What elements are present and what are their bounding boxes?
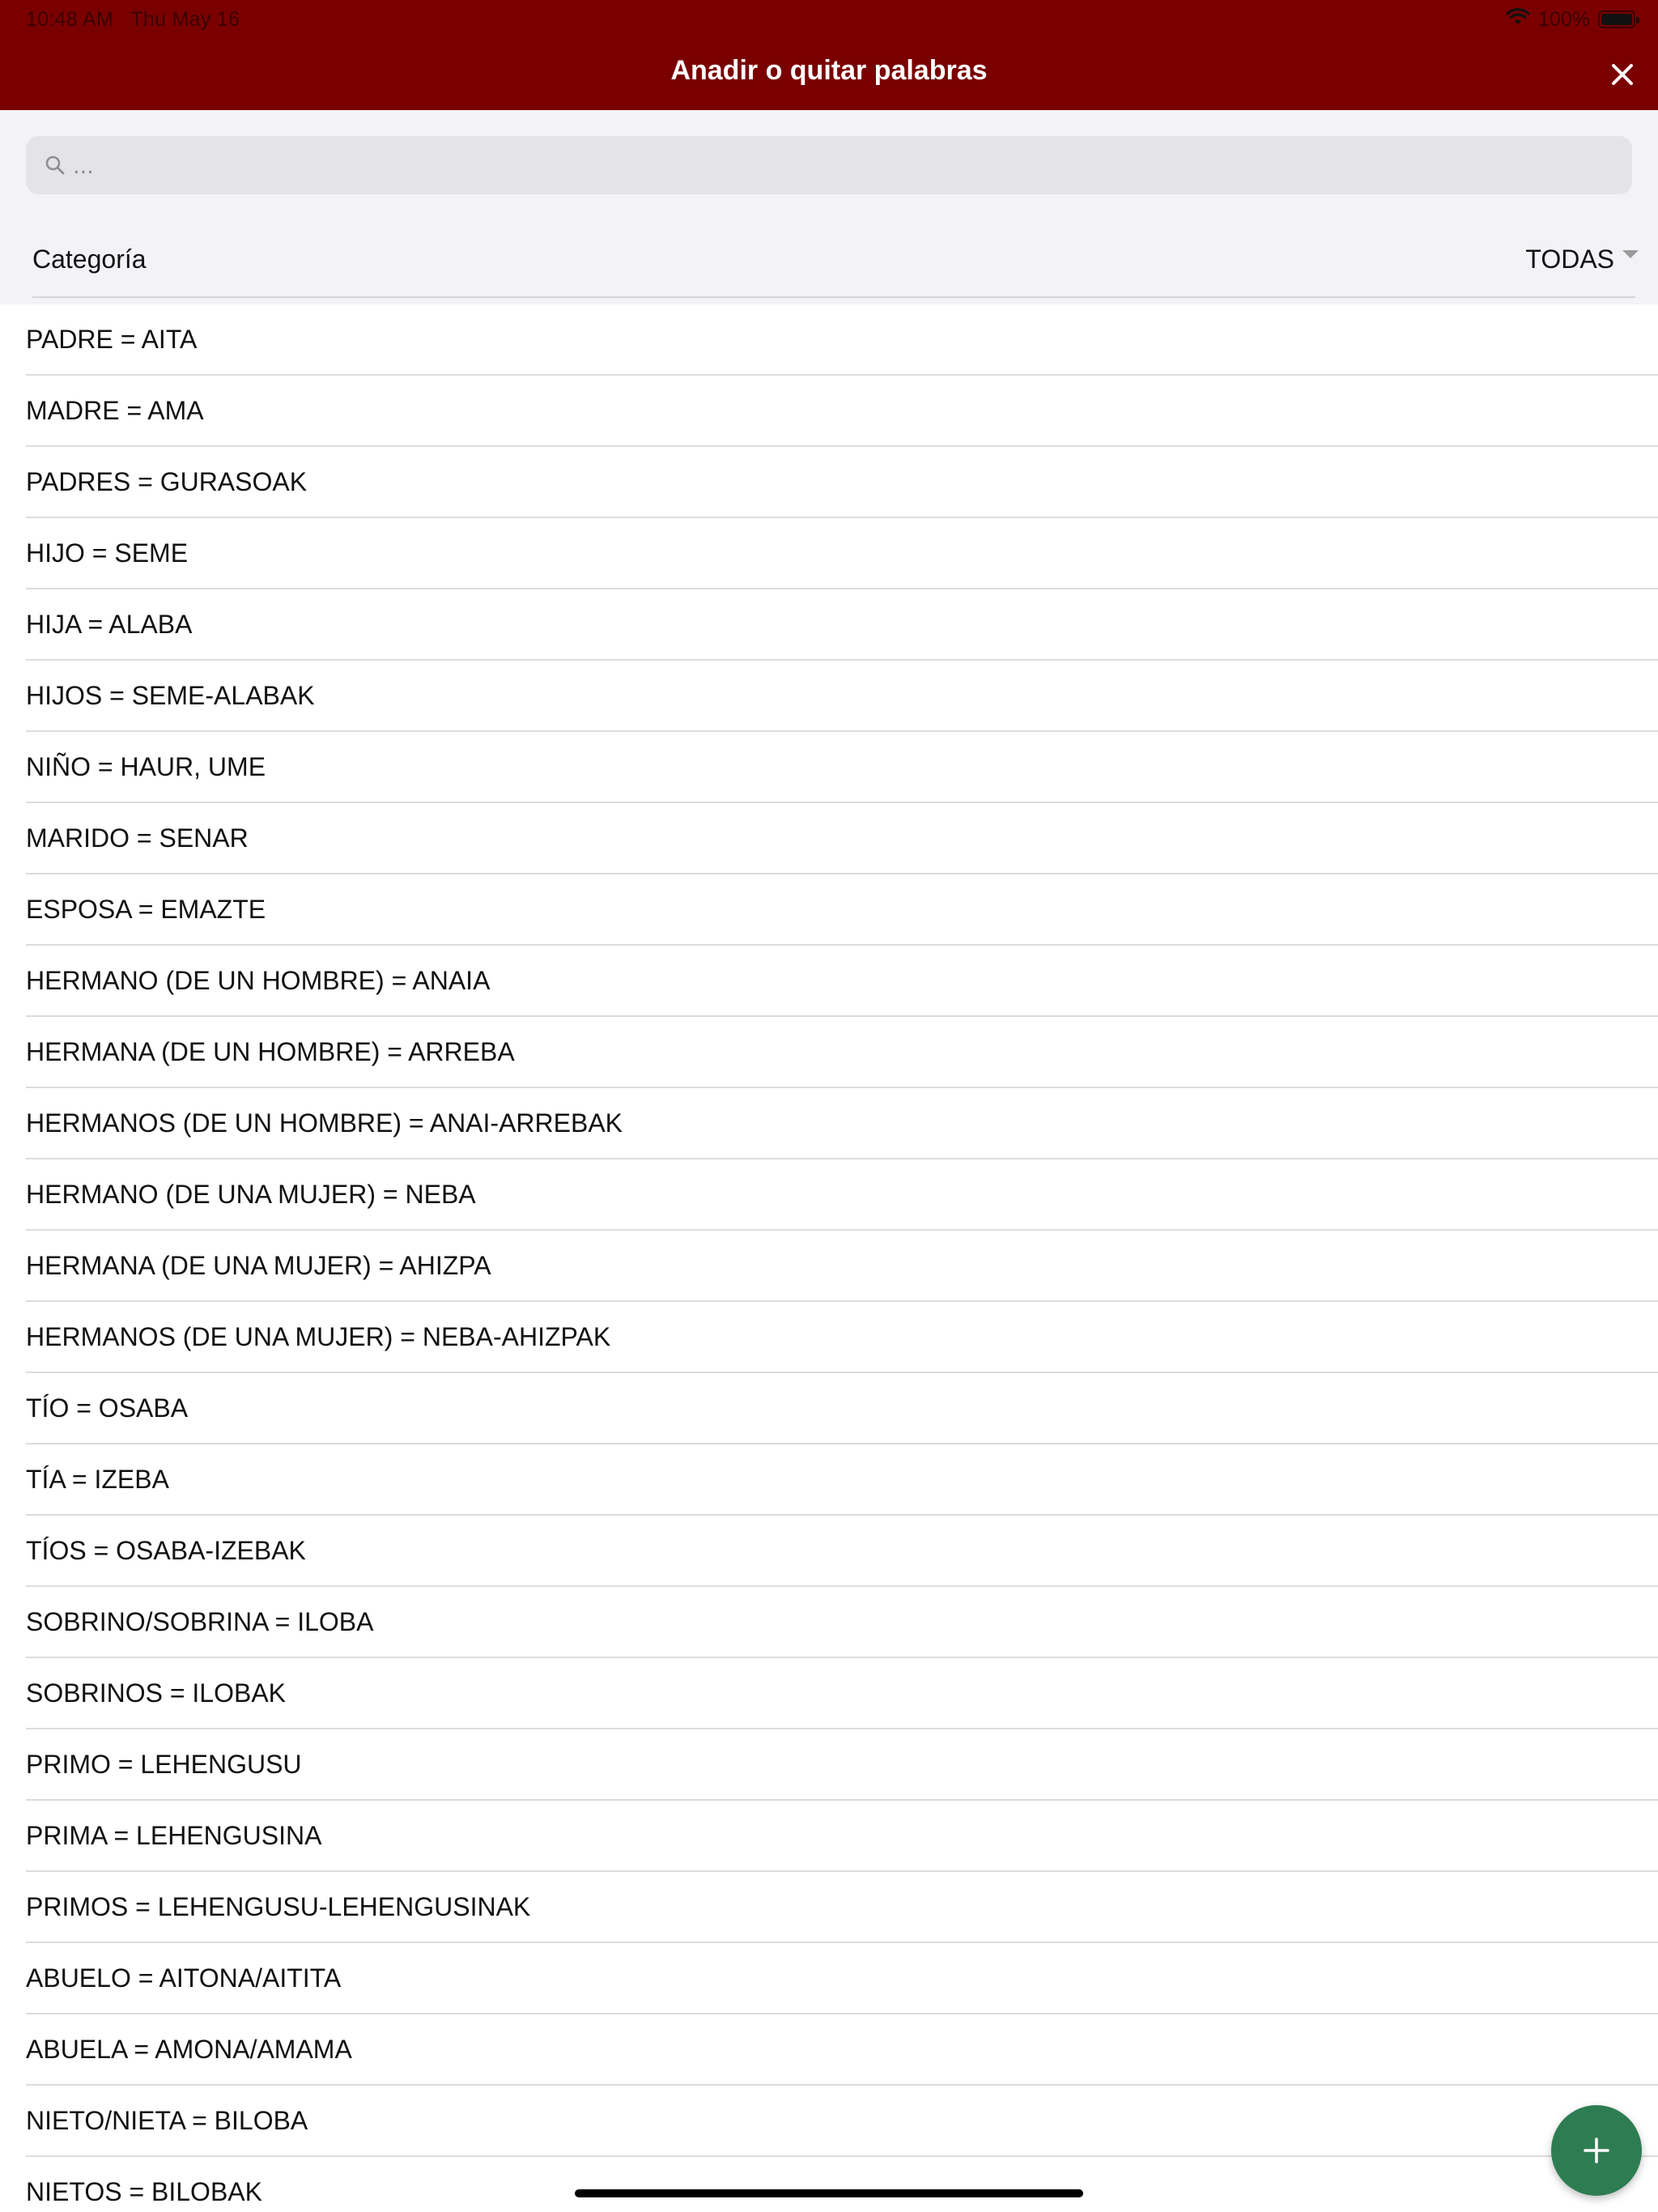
list-item[interactable]: HERMANOS (DE UNA MUJER) = NEBA-AHIZPAK	[26, 1302, 1658, 1373]
page-title: Anadir o quitar palabras	[670, 55, 988, 86]
status-time	[26, 8, 240, 32]
list-item[interactable]: NIETO/NIETA = BILOBA	[26, 2086, 1658, 2157]
list-item[interactable]: HERMANO (DE UNA MUJER) = NEBA	[26, 1159, 1658, 1231]
list-item[interactable]: HIJO = SEME	[26, 518, 1658, 589]
list-item[interactable]: ABUELA = AMONA/AMAMA	[26, 2014, 1658, 2086]
list-item[interactable]: PRIMOS = LEHENGUSU-LEHENGUSINAK	[26, 1872, 1658, 1943]
list-item[interactable]: PADRES = GURASOAK	[26, 447, 1658, 518]
category-row	[32, 236, 1639, 282]
list-item[interactable]: NIÑO = HAUR, UME	[26, 732, 1658, 803]
battery-icon	[1598, 11, 1635, 28]
status-indicators	[1506, 6, 1635, 32]
list-item[interactable]: NIETOS = BILOBAK	[26, 2157, 1658, 2212]
home-indicator[interactable]	[575, 2189, 1083, 2197]
list-item[interactable]: SOBRINO/SOBRINA = ILOBA	[26, 1587, 1658, 1658]
list-item[interactable]: TÍO = OSABA	[26, 1373, 1658, 1444]
list-item[interactable]: HERMANO (DE UN HOMBRE) = ANAIA	[26, 946, 1658, 1017]
plus-icon	[1580, 2134, 1613, 2167]
close-button[interactable]	[1598, 50, 1647, 99]
list-item[interactable]: ABUELO = AITONA/AITITA	[26, 1943, 1658, 2014]
list-item[interactable]: HIJA = ALABA	[26, 589, 1658, 661]
battery-percent: 100%	[1538, 7, 1590, 31]
search-icon	[40, 151, 70, 180]
filter-panel	[0, 110, 1658, 304]
list-item[interactable]: PRIMO = LEHENGUSU	[26, 1729, 1658, 1801]
list-item[interactable]: MADRE = AMA	[26, 376, 1658, 447]
list-item[interactable]: TÍA = IZEBA	[26, 1444, 1658, 1516]
category-label: Categoría	[32, 244, 147, 274]
list-item[interactable]: HERMANOS (DE UN HOMBRE) = ANAI-ARREBAK	[26, 1088, 1658, 1159]
caret-down-icon	[1622, 250, 1639, 258]
list-item[interactable]: SOBRINOS = ILOBAK	[26, 1658, 1658, 1729]
status-time-text: 10:48 AM	[26, 8, 114, 31]
list-item[interactable]: PRIMA = LEHENGUSINA	[26, 1801, 1658, 1872]
category-dropdown[interactable]	[1525, 245, 1639, 274]
list-item[interactable]: HIJOS = SEME-ALABAK	[26, 661, 1658, 732]
search-bar[interactable]	[26, 136, 1632, 194]
header-bar	[0, 0, 1658, 110]
list-item[interactable]: TÍOS = OSABA-IZEBAK	[26, 1516, 1658, 1587]
list-item[interactable]: HERMANA (DE UNA MUJER) = AHIZPA	[26, 1231, 1658, 1302]
close-icon	[1610, 62, 1635, 87]
list-item[interactable]: PADRE = AITA	[26, 304, 1658, 376]
list-item[interactable]: ESPOSA = EMAZTE	[26, 874, 1658, 946]
wifi-icon	[1506, 7, 1530, 32]
list-item[interactable]: HERMANA (DE UN HOMBRE) = ARREBA	[26, 1017, 1658, 1088]
list-item[interactable]: MARIDO = SENAR	[26, 803, 1658, 874]
category-selected-value: TODAS	[1525, 244, 1614, 274]
divider	[32, 296, 1635, 298]
search-input[interactable]	[73, 136, 1616, 194]
add-word-button[interactable]	[1551, 2105, 1642, 2196]
status-date-text: Thu May 16	[130, 8, 240, 31]
word-list	[0, 304, 1658, 2212]
